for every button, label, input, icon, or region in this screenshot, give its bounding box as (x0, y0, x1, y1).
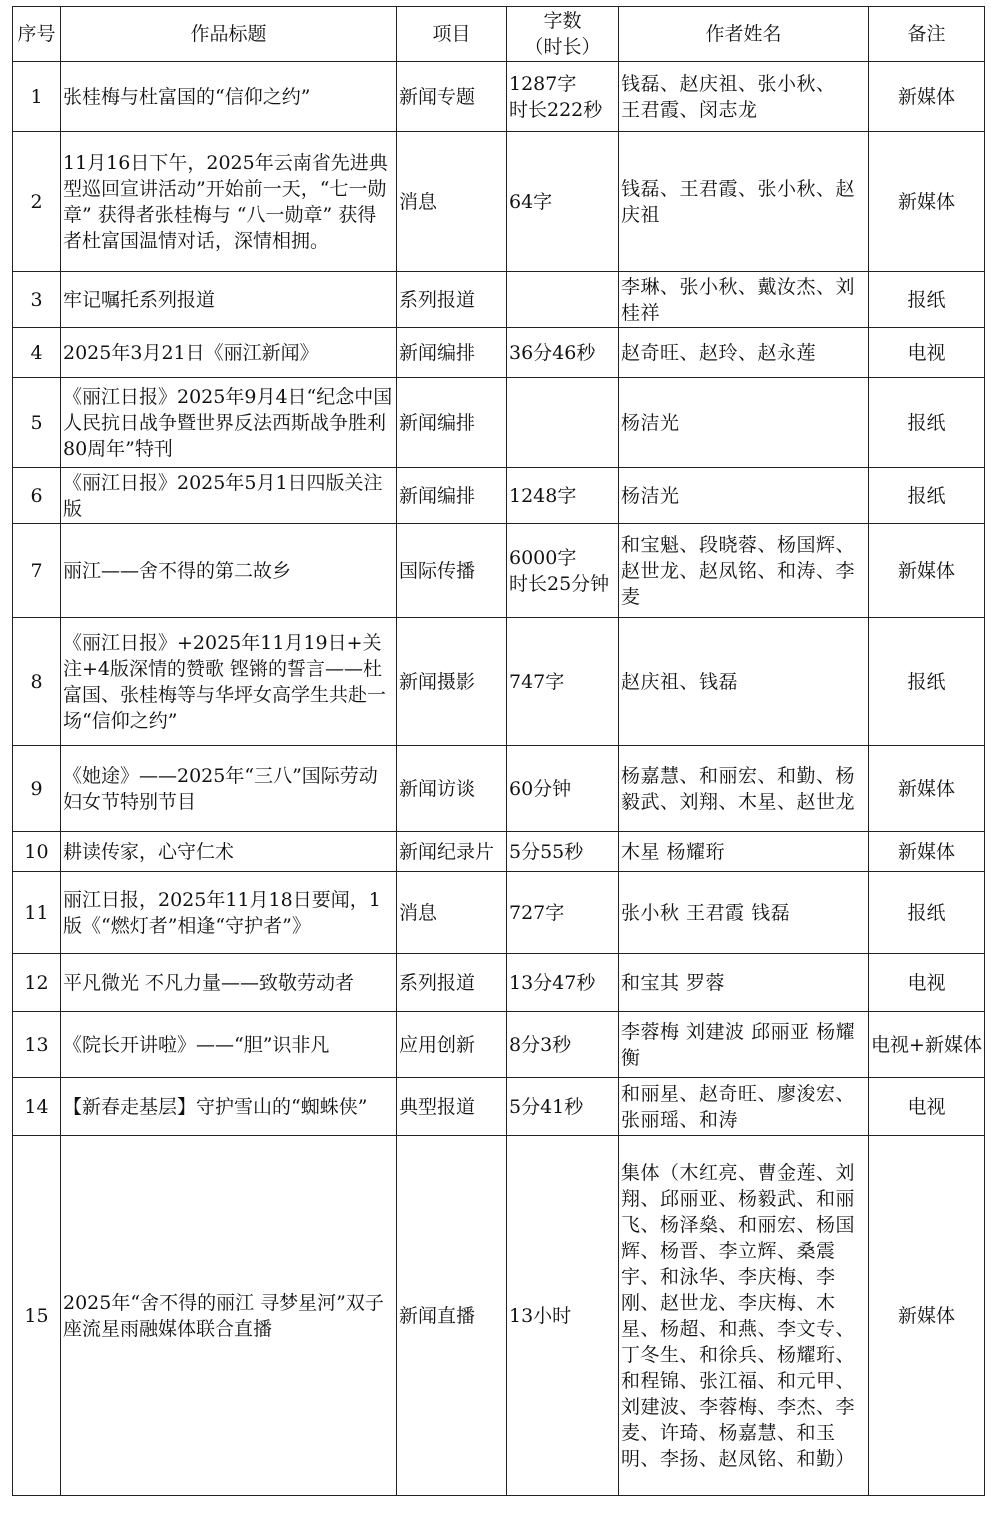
cell-note: 新媒体 (869, 746, 985, 832)
cell-length: 5分41秒 (507, 1078, 619, 1136)
cell-item: 新闻编排 (397, 328, 507, 378)
cell-length: 64字 (507, 132, 619, 272)
cell-item: 系列报道 (397, 954, 507, 1012)
cell-no: 12 (13, 954, 61, 1012)
cell-title: 丽江——舍不得的第二故乡 (61, 524, 397, 618)
table-row (13, 62, 985, 132)
cell-title: 2025年3月21日《丽江新闻》 (61, 328, 397, 378)
cell-no: 5 (13, 378, 61, 468)
cell-note: 报纸 (869, 872, 985, 954)
cell-title: 2025年“舍不得的丽江 寻梦星河”双子座流星雨融媒体联合直播 (61, 1136, 397, 1496)
cell-no: 6 (13, 468, 61, 524)
cell-title: 牢记嘱托系列报道 (61, 272, 397, 328)
cell-item: 新闻直播 (397, 1136, 507, 1496)
cell-authors: 杨洁光 (619, 378, 869, 468)
cell-length: 8分3秒 (507, 1012, 619, 1078)
cell-note: 报纸 (869, 468, 985, 524)
cell-item: 新闻访谈 (397, 746, 507, 832)
cell-length: 747字 (507, 618, 619, 746)
cell-no: 1 (13, 62, 61, 132)
cell-authors: 木星 杨耀珩 (619, 832, 869, 872)
cell-item: 应用创新 (397, 1012, 507, 1078)
cell-title: 《院长开讲啦》——“胆”识非凡 (61, 1012, 397, 1078)
cell-title: 《丽江日报》2025年5月1日四版关注版 (61, 468, 397, 524)
cell-no: 10 (13, 832, 61, 872)
table-row (13, 954, 985, 1012)
header-length: 字数 （时长） (507, 7, 619, 62)
document-page (12, 6, 985, 1496)
cell-item: 新闻专题 (397, 62, 507, 132)
cell-item: 典型报道 (397, 1078, 507, 1136)
cell-length: 60分钟 (507, 746, 619, 832)
table-row (13, 132, 985, 272)
cell-no: 4 (13, 328, 61, 378)
cell-note: 报纸 (869, 378, 985, 468)
cell-length: 1287字 时长222秒 (507, 62, 619, 132)
cell-title: 11月16日下午，2025年云南省先进典型巡回宣讲活动”开始前一天，“七一勋章” 获得者张桂梅与 “八一勋章” 获得者杜富国温情对话，深情相拥。 (61, 132, 397, 272)
cell-item: 消息 (397, 132, 507, 272)
cell-authors: 钱磊、赵庆祖、张小秋、 王君霞、闵志龙 (619, 62, 869, 132)
cell-authors: 和丽星、赵奇旺、廖浚宏、张丽瑶、和涛 (619, 1078, 869, 1136)
table-header-row (13, 7, 985, 62)
works-table (12, 6, 985, 1496)
cell-no: 15 (13, 1136, 61, 1496)
cell-length: 13小时 (507, 1136, 619, 1496)
cell-no: 3 (13, 272, 61, 328)
table-row (13, 524, 985, 618)
table-row (13, 832, 985, 872)
cell-item: 新闻纪录片 (397, 832, 507, 872)
cell-title: 张桂梅与杜富国的“信仰之约” (61, 62, 397, 132)
cell-no: 11 (13, 872, 61, 954)
cell-item: 新闻编排 (397, 468, 507, 524)
cell-title: 《她途》——2025年“三八”国际劳动妇女节特别节目 (61, 746, 397, 832)
cell-authors: 李蓉梅 刘建波 邱丽亚 杨耀衡 (619, 1012, 869, 1078)
cell-length: 727字 (507, 872, 619, 954)
cell-item: 消息 (397, 872, 507, 954)
table-row (13, 328, 985, 378)
cell-authors: 集体（木红亮、曹金莲、刘翔、邱丽亚、杨毅武、和丽飞、杨泽燊、和丽宏、杨国辉、杨晋、李立辉、桑震宇、和泳华、李庆梅、李刚、赵世龙、李庆梅、木星、杨超、和燕、李文专、丁冬生、和徐兵、杨耀珩、和程锦、张江福、和元甲、刘建波、李蓉梅、李杰、李麦、许琦、杨嘉慧、和玉明、李扬、赵凤铭、和勤） (619, 1136, 869, 1496)
cell-no: 7 (13, 524, 61, 618)
table-row (13, 1136, 985, 1496)
header-note: 备注 (869, 7, 985, 62)
header-no: 序号 (13, 7, 61, 62)
cell-length: 6000字 时长25分钟 (507, 524, 619, 618)
table-row (13, 1012, 985, 1078)
cell-no: 14 (13, 1078, 61, 1136)
cell-authors: 和宝其 罗蓉 (619, 954, 869, 1012)
table-row (13, 872, 985, 954)
cell-title: 平凡微光 不凡力量——致敬劳动者 (61, 954, 397, 1012)
cell-note: 报纸 (869, 618, 985, 746)
cell-item: 新闻摄影 (397, 618, 507, 746)
cell-note: 新媒体 (869, 1136, 985, 1496)
table-body (13, 62, 985, 1496)
cell-note: 电视 (869, 954, 985, 1012)
table-row (13, 746, 985, 832)
cell-note: 新媒体 (869, 62, 985, 132)
cell-length: 13分47秒 (507, 954, 619, 1012)
cell-note: 电视 (869, 1078, 985, 1136)
cell-authors: 和宝魁、段晓蓉、杨国辉、赵世龙、赵凤铭、和涛、李麦 (619, 524, 869, 618)
cell-length (507, 272, 619, 328)
cell-no: 13 (13, 1012, 61, 1078)
cell-title: 《丽江日报》2025年9月4日“纪念中国人民抗日战争暨世界反法西斯战争胜利80周年”特刊 (61, 378, 397, 468)
cell-no: 9 (13, 746, 61, 832)
cell-note: 电视 (869, 328, 985, 378)
cell-item: 系列报道 (397, 272, 507, 328)
cell-no: 8 (13, 618, 61, 746)
cell-note: 新媒体 (869, 132, 985, 272)
cell-length: 1248字 (507, 468, 619, 524)
cell-title: 丽江日报，2025年11月18日要闻，1版《“燃灯者”相逢“守护者”》 (61, 872, 397, 954)
cell-authors: 钱磊、王君霞、张小秋、赵庆祖 (619, 132, 869, 272)
cell-title: 《丽江日报》+2025年11月19日+关注+4版深情的赞歌 铿锵的誓言——杜富国、张桂梅等与华坪女高学生共赴一场“信仰之约” (61, 618, 397, 746)
cell-note: 报纸 (869, 272, 985, 328)
header-authors: 作者姓名 (619, 7, 869, 62)
cell-title: 耕读传家，心守仁术 (61, 832, 397, 872)
cell-authors: 杨嘉慧、和丽宏、和勤、杨毅武、刘翔、木星、赵世龙 (619, 746, 869, 832)
header-title: 作品标题 (61, 7, 397, 62)
cell-length: 5分55秒 (507, 832, 619, 872)
cell-item: 新闻编排 (397, 378, 507, 468)
cell-length: 36分46秒 (507, 328, 619, 378)
cell-note: 新媒体 (869, 832, 985, 872)
table-row (13, 378, 985, 468)
cell-note: 电视+新媒体 (869, 1012, 985, 1078)
cell-authors: 赵奇旺、赵玲、赵永莲 (619, 328, 869, 378)
cell-note: 新媒体 (869, 524, 985, 618)
table-row (13, 272, 985, 328)
cell-length (507, 378, 619, 468)
cell-authors: 杨洁光 (619, 468, 869, 524)
cell-authors: 赵庆祖、钱磊 (619, 618, 869, 746)
cell-authors: 张小秋 王君霞 钱磊 (619, 872, 869, 954)
cell-item: 国际传播 (397, 524, 507, 618)
table-row (13, 1078, 985, 1136)
cell-title: 【新春走基层】守护雪山的“蜘蛛侠” (61, 1078, 397, 1136)
table-row (13, 618, 985, 746)
table-row (13, 468, 985, 524)
cell-no: 2 (13, 132, 61, 272)
header-item: 项目 (397, 7, 507, 62)
cell-authors: 李琳、张小秋、戴汝杰、刘桂祥 (619, 272, 869, 328)
